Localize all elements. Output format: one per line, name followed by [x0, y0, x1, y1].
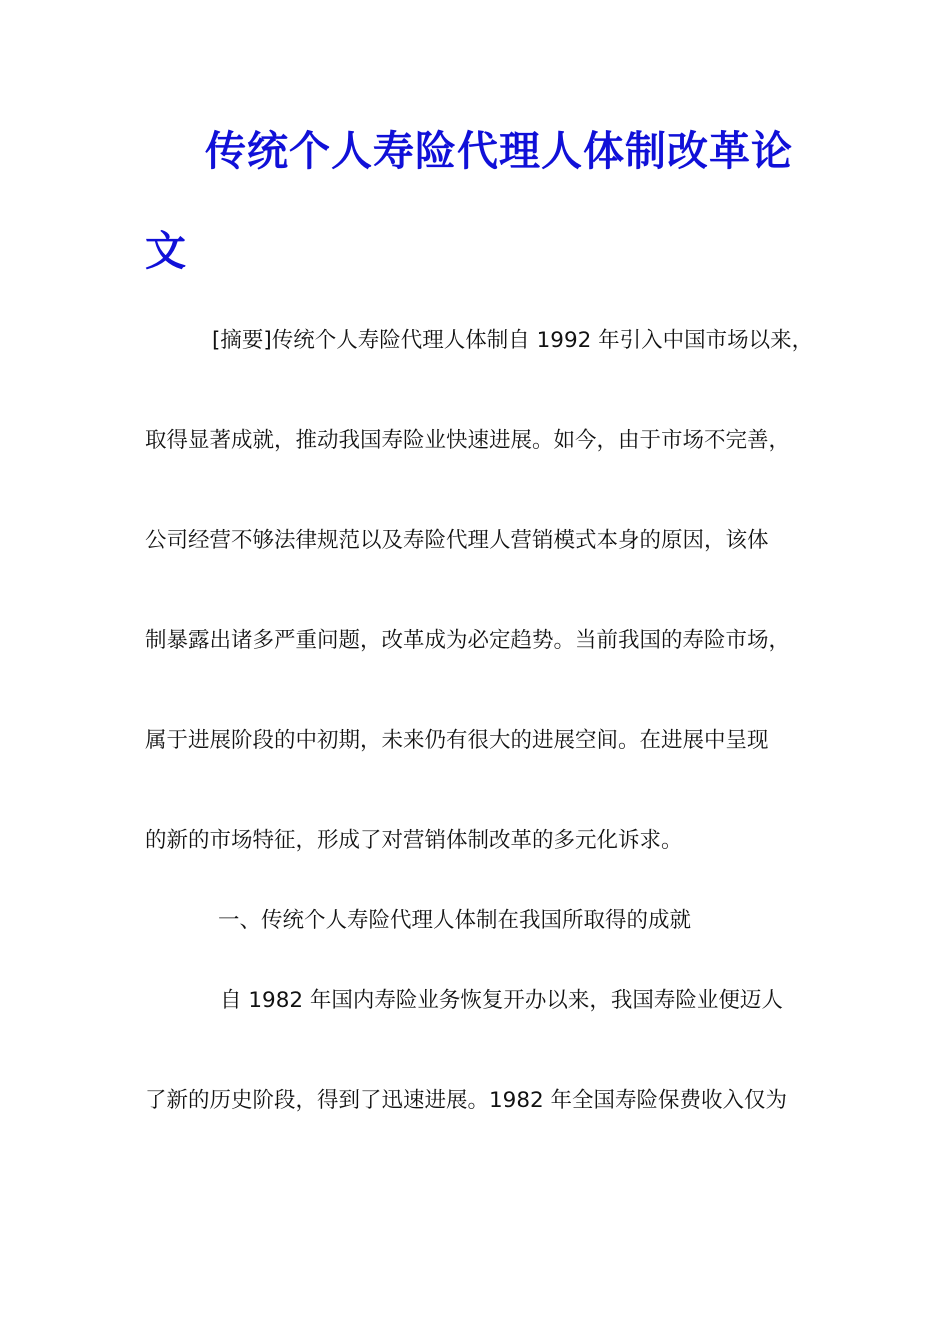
abstract-line: 公司经营不够法律规范以及寿险代理人营销模式本身的原因，该体 [145, 528, 769, 553]
document-title-line-1: 传统个人寿险代理人体制改革论 [205, 127, 793, 175]
document-title-line-2: 文 [145, 227, 186, 275]
paragraph-line: 了新的历史阶段，得到了迅速进展。1982 年全国寿险保费收入仅为 [145, 1088, 788, 1113]
abstract-line: [摘要]传统个人寿险代理人体制自 1992 年引入中国市场以来， [212, 328, 814, 353]
abstract-line: 制暴露出诸多严重问题，改革成为必定趋势。当前我国的寿险市场， [145, 628, 791, 653]
section-heading: 一、传统个人寿险代理人体制在我国所取得的成就 [218, 908, 692, 933]
paragraph-line: 自 1982 年国内寿险业务恢复开办以来，我国寿险业便迈人 [220, 988, 783, 1013]
abstract-line: 取得显著成就，推动我国寿险业快速进展。如今，由于市场不完善， [145, 428, 791, 453]
abstract-line: 的新的市场特征，形成了对营销体制改革的多元化诉求。 [145, 828, 683, 853]
abstract-line: 属于进展阶段的中初期，未来仍有很大的进展空间。在进展中呈现 [145, 728, 769, 753]
